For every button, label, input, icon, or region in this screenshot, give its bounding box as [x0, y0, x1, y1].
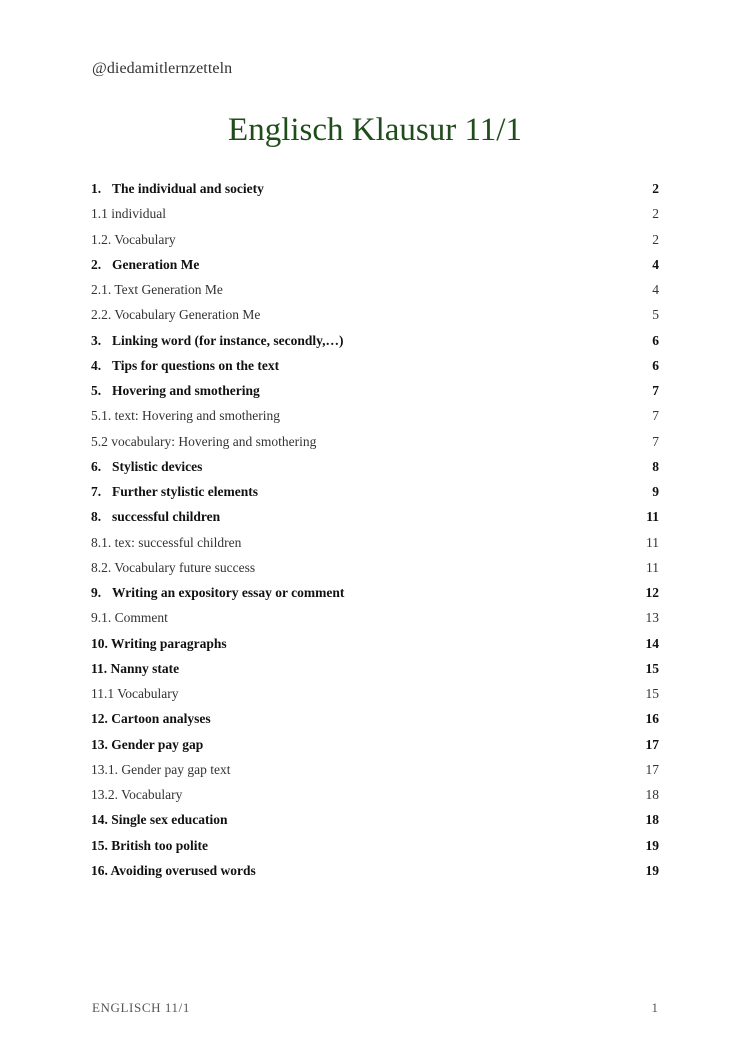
toc-entry-label: 2.2. Vocabulary Generation Me	[91, 307, 261, 323]
toc-entry[interactable]	[91, 833, 659, 858]
toc-entry-text	[91, 479, 258, 504]
toc-entry-text	[91, 631, 227, 656]
toc-entry-page: 14	[645, 635, 659, 651]
toc-entry-number: 8.	[91, 509, 102, 525]
toc-entry-page: 19	[645, 862, 659, 878]
toc-entry-label: Further stylistic elements	[112, 484, 258, 499]
toc-entry-page: 18	[645, 787, 659, 802]
toc-entry-page: 11	[646, 534, 659, 550]
toc-entry[interactable]	[91, 656, 659, 681]
toc-entry[interactable]	[91, 403, 659, 428]
toc-entry-page: 7	[652, 433, 659, 449]
toc-entry-label: 16. Avoiding overused words	[91, 862, 256, 878]
toc-entry[interactable]	[91, 454, 659, 479]
toc-entry-label: 1.1 individual	[91, 206, 166, 222]
toc-entry-label: 10. Writing paragraphs	[91, 635, 227, 651]
toc-entry-page: 13	[645, 610, 659, 626]
toc-entry-label: 9.1. Comment	[91, 610, 168, 626]
toc-entry-label: 5.1. text: Hovering and smothering	[91, 408, 280, 424]
toc-entry[interactable]	[91, 807, 659, 832]
toc-entry-text	[91, 732, 203, 757]
toc-entry-text	[91, 757, 230, 782]
toc-entry-page: 15	[645, 660, 659, 676]
toc-entry-number: 5.	[91, 383, 102, 398]
toc-entry-number: 1.	[91, 181, 102, 196]
table-of-contents	[91, 176, 659, 883]
toc-entry-page: 4	[652, 256, 659, 272]
toc-entry-text	[91, 706, 211, 731]
toc-entry[interactable]	[91, 201, 659, 226]
toc-entry[interactable]	[91, 176, 659, 201]
toc-entry-page: 2	[652, 181, 659, 196]
toc-entry-label: 2.1. Text Generation Me	[91, 282, 223, 297]
toc-entry-label: 8.2. Vocabulary future success	[91, 559, 256, 575]
toc-entry-label: 13.1. Gender pay gap text	[91, 761, 231, 777]
toc-entry-label: Stylistic devices	[112, 458, 203, 474]
toc-entry-label: 5.2 vocabulary: Hovering and smothering	[91, 433, 317, 449]
toc-entry[interactable]	[91, 353, 659, 378]
toc-entry-text	[91, 328, 344, 353]
toc-entry-text	[91, 858, 256, 883]
toc-entry-text	[91, 656, 179, 681]
toc-entry[interactable]	[91, 429, 659, 454]
toc-entry-page: 7	[652, 383, 659, 398]
footer-page-number: 1	[651, 1000, 658, 1015]
toc-entry[interactable]	[91, 631, 659, 656]
toc-entry-page: 9	[652, 484, 659, 499]
toc-entry-page: 8	[652, 458, 659, 474]
toc-entry-text	[91, 403, 280, 428]
toc-entry-page: 4	[652, 282, 659, 297]
toc-entry-text	[91, 302, 260, 327]
toc-entry-label: 15. British too polite	[91, 837, 208, 853]
toc-entry-label: Linking word (for instance, secondly,…)	[112, 332, 344, 348]
toc-entry-page: 17	[645, 761, 659, 777]
toc-entry-text	[91, 378, 260, 403]
toc-entry-text	[91, 252, 199, 277]
toc-entry-text	[91, 833, 208, 858]
toc-entry-page: 15	[645, 686, 659, 701]
toc-entry-label: 12. Cartoon analyses	[91, 711, 211, 727]
footer-title: ENGLISCH 11/1	[92, 1000, 190, 1015]
toc-entry[interactable]	[91, 706, 659, 731]
toc-entry[interactable]	[91, 328, 659, 353]
toc-entry-label: 11.1 Vocabulary	[91, 686, 179, 701]
toc-entry-page: 11	[646, 509, 659, 525]
toc-entry[interactable]	[91, 277, 659, 302]
document-title: Englisch Klausur 11/1	[228, 112, 522, 148]
toc-entry-text	[91, 176, 264, 201]
toc-entry-label: 8.1. tex: successful children	[91, 534, 242, 550]
toc-entry-label: 13.2. Vocabulary	[91, 787, 183, 802]
toc-entry-label: Tips for questions on the text	[112, 357, 280, 373]
toc-entry-page: 6	[652, 332, 659, 348]
toc-entry[interactable]	[91, 555, 659, 580]
toc-entry-text	[91, 681, 179, 706]
toc-entry[interactable]	[91, 681, 659, 706]
toc-entry[interactable]	[91, 479, 659, 504]
author-handle: @diedamitlernzetteln	[92, 60, 233, 77]
toc-entry[interactable]	[91, 252, 659, 277]
toc-entry-text	[91, 807, 228, 832]
toc-entry[interactable]	[91, 757, 659, 782]
toc-entry-number: 2.	[91, 256, 102, 272]
toc-entry-text	[91, 504, 220, 529]
toc-entry-page: 7	[652, 408, 659, 424]
toc-entry-page: 6	[652, 357, 659, 373]
toc-entry[interactable]	[91, 580, 659, 605]
toc-entry-label: 14. Single sex education	[91, 812, 228, 828]
toc-entry-number: 6.	[91, 458, 102, 474]
toc-entry-label: successful children	[112, 509, 221, 525]
toc-entry[interactable]	[91, 302, 659, 327]
toc-entry-page: 12	[645, 585, 659, 600]
toc-entry-label: Generation Me	[112, 256, 200, 272]
toc-entry-page: 2	[652, 206, 659, 222]
toc-entry-number: 4.	[91, 357, 102, 373]
toc-entry-text	[91, 530, 241, 555]
toc-entry[interactable]	[91, 504, 659, 529]
toc-entry-page: 18	[645, 812, 659, 828]
toc-entry-text	[91, 277, 223, 302]
toc-entry[interactable]	[91, 858, 659, 883]
toc-entry[interactable]	[91, 378, 659, 403]
toc-entry-number: 9.	[91, 585, 102, 600]
toc-entry-label: 13. Gender pay gap	[91, 736, 204, 752]
toc-entry-label: Writing an expository essay or comment	[112, 585, 345, 600]
toc-entry-text	[91, 555, 255, 580]
toc-entry-text	[91, 201, 166, 226]
toc-entry-label: 11. Nanny state	[91, 660, 180, 676]
toc-entry-label: Hovering and smothering	[112, 383, 260, 398]
toc-entry-number: 3.	[91, 332, 102, 348]
toc-entry[interactable]	[91, 782, 659, 807]
toc-entry-text	[91, 353, 279, 378]
toc-entry-page: 2	[652, 231, 659, 247]
toc-entry[interactable]	[91, 227, 659, 252]
toc-entry-text	[91, 580, 344, 605]
toc-entry-text	[91, 605, 168, 630]
toc-entry-page: 19	[645, 837, 659, 853]
toc-entry[interactable]	[91, 605, 659, 630]
toc-entry-label: The individual and society	[112, 181, 264, 196]
toc-entry-text	[91, 227, 176, 252]
toc-entry-text	[91, 782, 182, 807]
toc-entry-page: 16	[645, 711, 659, 727]
toc-entry-number: 7.	[91, 484, 102, 499]
toc-entry-page: 5	[652, 307, 659, 323]
toc-entry-page: 11	[646, 559, 659, 575]
toc-entry-label: 1.2. Vocabulary	[91, 231, 176, 247]
toc-entry[interactable]	[91, 732, 659, 757]
toc-entry-text	[91, 429, 316, 454]
toc-entry-text	[91, 454, 202, 479]
toc-entry-page: 17	[645, 736, 659, 752]
toc-entry[interactable]	[91, 530, 659, 555]
